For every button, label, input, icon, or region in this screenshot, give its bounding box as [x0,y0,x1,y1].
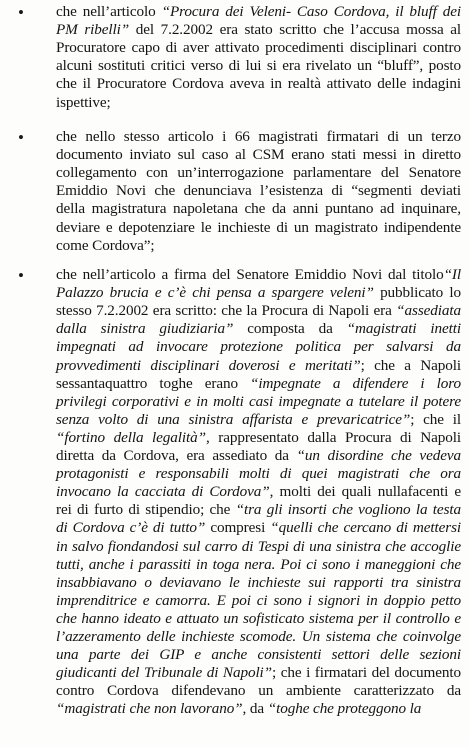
italic-quote-segment: che hanno ideato e attuato un sofisticato sistema per il controllo e [56,609,461,627]
text-line [56,447,461,465]
text-segment: ; che il [410,410,461,428]
text-segment: Emiddio Novi che denunciava l’esistenza di “segmenti deviati [56,182,461,200]
text-segment: ; che i firmatari del documento [272,664,461,682]
italic-quote-segment: insabbiavano o deviavano le inchieste sui rapporti tra sinistra [56,573,461,591]
text-line [56,128,461,146]
text-segment: che nell’articolo [56,3,162,20]
text-segment: diretta da Cordova, era assediato da [56,447,297,464]
text-line [56,164,461,182]
italic-quote-segment: in salvo fiondandosi sul carro di Tespi di una sinistra che accoglie [56,537,461,555]
italic-quote-segment: tutti, anche i parassiti in toga nera. Poi ci sono i maneggioni che [56,555,461,573]
italic-quote-segment: provvedimenti disciplinari doverosi e meritati” [56,356,361,374]
text-segment: ispettive; [56,93,111,111]
bullet-marker: • [18,3,24,22]
text-segment: composta da [233,320,347,338]
text-segment: pubblicato lo [373,284,462,302]
italic-quote-segment: “Procura dei Veleni- Caso Cordova, il bluff dei [161,3,461,20]
text-line [56,320,461,338]
bullet-marker: • [18,266,24,285]
italic-quote-segment: imprenditrice e camorra. E poi ci sono i signori in doppio petto [56,591,461,609]
text-line [56,75,461,93]
text-line [56,411,461,429]
text-line [56,375,461,393]
text-segment: , rappresentato dalla Procura di Napoli [205,428,461,446]
text-line [56,182,461,200]
italic-quote-segment: “un disordine che vedeva [296,447,461,464]
text-segment: che nello stesso articolo i 66 magistrati firmatari di un terzo [56,128,461,145]
italic-quote-segment: di Cordova c’è di tutto” [56,519,206,537]
italic-quote-segment: “toghe che proteggono la [267,700,422,718]
text-line [56,3,461,21]
text-line [56,266,461,284]
text-line [56,610,461,628]
italic-quote-segment: protagonisti e responsabili molti di quei magistrati che ora [56,465,461,483]
italic-quote-segment: l’azzeramento delle inchieste scomode. Un sistema che coinvolge [56,628,461,645]
text-line [56,357,461,375]
text-line [56,664,461,682]
italic-quote-segment: invocano la cacciata di Cordova” [56,483,270,501]
italic-quote-segment: “fortino della legalità” [56,428,206,446]
italic-quote-segment: “quelli che cercano di mettersi [270,519,461,537]
italic-quote-segment: “Il [443,266,461,283]
text-line [56,237,461,255]
text-segment: che nell’articolo a firma del Senatore Emiddio Novi dal titolo [56,266,444,283]
text-line [56,646,461,664]
text-segment: come Cordova”; [56,236,155,254]
text-line [56,592,461,610]
text-line [56,200,461,218]
text-line [56,556,461,574]
text-line [56,483,461,501]
text-segment: , molti dei quali nullafacenti e [269,483,461,501]
text-line [56,21,461,39]
italic-quote-segment: “magistrati che non lavorano” [56,700,243,718]
text-line [56,700,461,718]
text-line [56,519,461,537]
text-segment: rei di furto di stipendio; che [56,501,236,519]
text-segment: che il Procuratore Cordova aveva in realtà attivato delle indagini [56,75,461,93]
italic-quote-segment: privilegi corporativi e in molti casi impegnate a tutelare il potere [56,392,461,410]
italic-quote-segment: “impegnate a difendere i loro [250,374,461,392]
text-line [56,393,461,411]
text-line [56,682,461,700]
text-line [56,94,461,112]
text-line [56,429,461,447]
text-line [56,538,461,556]
italic-quote-segment: PM ribelli” [56,21,130,39]
text-segment: della magistratura napoletana che da anni puntano ad inquinare, [56,200,461,218]
text-segment: del 7.2.2002 era stato scritto che l’accusa mossa al [129,21,461,39]
text-segment: collegamento con un’interrogazione parlamentare del Senatore [56,164,461,182]
text-segment: compresi [205,519,271,537]
text-segment: contro Cordova difendevano un ambiente caratterizzato da [56,682,461,700]
text-segment: documento inviato sul caso al CSM erano stati messi in diretto [56,146,461,164]
text-segment: alcuni sostituti critici verso di lui si era rivelato un “bluff”, posto [56,57,461,75]
text-line [56,465,461,483]
text-line [56,302,461,320]
text-line [56,146,461,164]
italic-quote-segment: una parte dei GIP e anche consistenti settori delle sezioni [56,646,461,664]
italic-quote-segment: giudicanti del Tribunale di Napoli” [56,664,273,682]
text-line [56,57,461,75]
text-segment: sessantaquattro toghe erano [56,374,251,392]
text-segment: Procuratore capo di aver attivato procedimenti disciplinari contro [56,39,461,57]
text-segment: , da [242,700,268,718]
italic-quote-segment: “tra gli insorti che vogliono la testa [235,501,461,519]
italic-quote-segment: impegnati ad invocare protezione politica per salvarsi da [56,338,461,356]
text-line [56,574,461,592]
italic-quote-segment: senza volto di una sinistra affarista e prevaricatrice” [56,410,411,428]
text-segment: deviare e depotenziare le inchieste di un magistrato indipendente [56,218,461,236]
text-line [56,284,461,302]
text-segment: stesso 7.2.2002 era scritto: che la Procura di Napoli era [56,302,397,320]
text-segment: ; che a Napoli [360,356,461,374]
italic-quote-segment: dalla sinistra giudiziaria” [56,320,234,338]
bullet-marker: • [18,128,24,147]
text-line [56,501,461,519]
text-line [56,338,461,356]
text-line [56,628,461,646]
text-line [56,39,461,57]
italic-quote-segment: “assediata [396,302,461,320]
italic-quote-segment: “magistrati inetti [346,320,462,338]
italic-quote-segment: Palazzo brucia e c’è chi pensa a spargere veleni” [56,284,374,302]
text-line [56,219,461,237]
